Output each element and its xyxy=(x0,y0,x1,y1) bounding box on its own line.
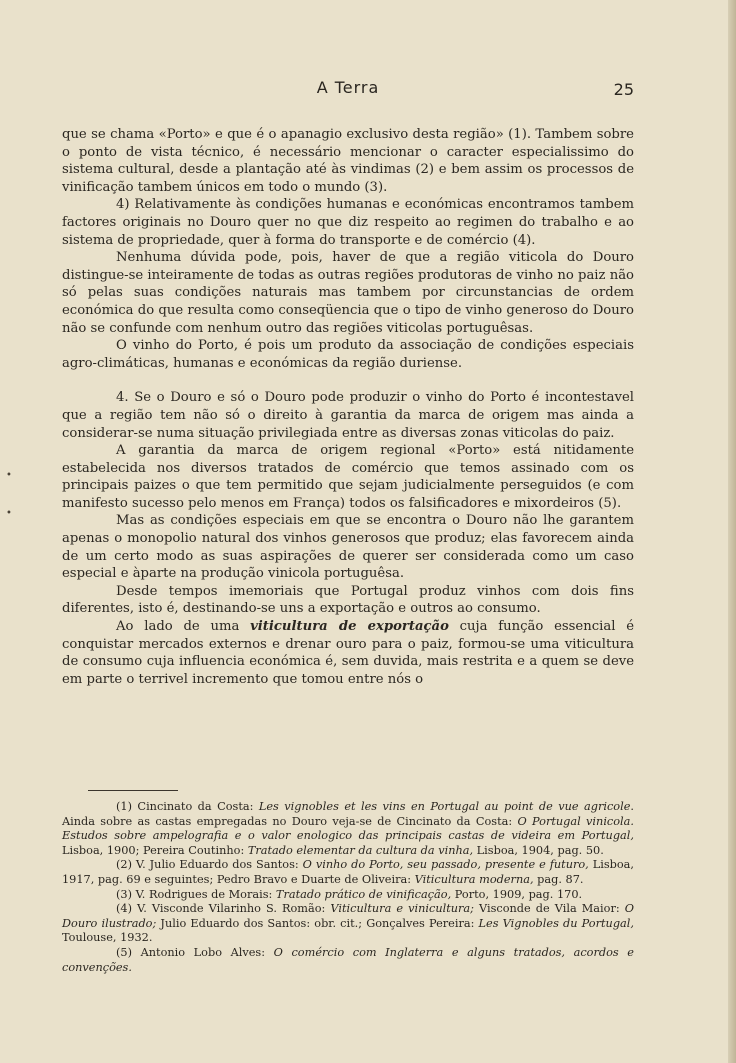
italic: O Douro ilustrado; xyxy=(62,902,634,930)
text: cuja função essencial é conquistar mercados externos e drenar ouro para o paiz, formou-se uma viticultura de consumo cuja influencia económica é, sem duvida, mais restrita e a quem se deve em parte o terrivel incremento que tomou entre nós o xyxy=(62,619,634,687)
body-text xyxy=(62,126,634,688)
text: (4) V. Visconde Vilarinho S. Romão: xyxy=(116,902,331,916)
text: Porto, 1909, pag. 170. xyxy=(451,887,583,901)
emphasis: viticultura de exportação xyxy=(250,619,449,635)
italic: O comércio com Inglaterra e alguns tratados, acordos e convenções. xyxy=(62,945,634,974)
paragraph: 4. Se o Douro e só o Douro pode produzir o vinho do Porto é incontestavel que a região tem não só o direito à garantia da marca de origem mas ainda a considerar-se numa situação privilegiada entre as diversas zonas viticolas do paiz. xyxy=(62,390,634,441)
text: (2) V. Julio Eduardo dos Santos: xyxy=(116,858,303,872)
footnote xyxy=(62,800,634,858)
text: Lisboa, 1917, pag. 69 e seguintes; Pedro Bravo e Duarte de Oliveira: xyxy=(62,858,634,886)
italic: Les vignobles et les vins en Portugal au point de vue agricole xyxy=(258,800,631,813)
paragraph xyxy=(62,618,634,688)
margin-mark: • xyxy=(6,508,12,519)
text: (5) Antonio Lobo Alves: xyxy=(116,945,274,959)
text: Toulouse, 1932. xyxy=(62,931,153,945)
text: (3) V. Rodrigues de Morais: xyxy=(116,887,276,901)
paragraph: O vinho do Porto, é pois um produto da associação de condições especiais agro-climáticas, humanas e económicas da região duriense. xyxy=(62,338,634,371)
footnotes xyxy=(62,800,634,975)
italic: Tratado prático de vinificação, xyxy=(275,887,452,901)
text: Julio Eduardo dos Santos: obr. cit.; Gonçalves Pereira: xyxy=(156,916,479,930)
paragraph: A garantia da marca de origem regional «Porto» está nitidamente estabelecida nos diversos tratados de comércio que temos assinado com os principais paizes o que tem permitido que sejam judicialmente perseguidos (e com manifesto sucesso pelo menos em França) todos os falsificadores e mixordeiros (5). xyxy=(62,443,634,511)
paragraph: 4) Relativamente às condições humanas e económicas encontramos tambem factores originais no Douro quer no que diz respeito ao regimen do trabalho e ao sistema de propriedade, quer à forma do transporte e de comércio (4). xyxy=(62,197,634,248)
italic: O Portugal vinicola. Estudos sobre ampelografia e o valor enologico das principais castas de videira em Portugal, xyxy=(62,814,634,843)
paragraph: que se chama «Porto» e que é o apanagio exclusivo desta região» (1). Tambem sobre o ponto de vista técnico, é necessário mencionar o caracter especialissimo do sistema cultural, desde a plantação até às vindimas (2) e bem assim os processos de vinificação tambem únicos em todo o mundo (3). xyxy=(62,127,634,195)
text: . Ainda sobre as castas empregadas no Douro veja-se de Cincinato da Costa: xyxy=(62,800,634,828)
footnote-rule xyxy=(88,790,178,791)
text: Lisboa, 1900; Pereira Coutinho: xyxy=(62,843,248,857)
page-edge xyxy=(728,0,736,1063)
text: (1) Cincinato da Costa: xyxy=(116,800,259,813)
footnote xyxy=(62,902,634,946)
text: Lisboa, 1904, pag. 50. xyxy=(473,843,604,857)
italic: Les Vignobles du Portugal, xyxy=(478,916,634,930)
italic: Viticultura moderna, xyxy=(414,872,534,886)
footnote xyxy=(62,946,634,975)
text: pag. 87. xyxy=(533,872,584,886)
footnote xyxy=(62,888,634,903)
margin-mark: • xyxy=(6,470,12,481)
italic: O vinho do Porto, seu passado, presente e futuro, xyxy=(302,858,589,872)
footnote xyxy=(62,858,634,887)
running-title: A Terra xyxy=(316,78,380,97)
text: Visconde de Vila Maior: xyxy=(473,902,625,916)
italic: Tratado elementar da cultura da vinha, xyxy=(247,843,474,857)
text: Ao lado de uma xyxy=(116,619,251,635)
italic: Viticultura e vinicultura; xyxy=(330,902,474,916)
paragraph: Mas as condições especiais em que se encontra o Douro não lhe garantem apenas o monopolio natural dos vinhos generosos que produz; elas favorecem ainda de um certo modo as suas aspirações de querer ser considerada como um caso especial e àparte na produção vinicola portuguêsa. xyxy=(62,513,634,582)
page-number: 25 xyxy=(613,80,634,99)
paragraph: Nenhuma dúvida pode, pois, haver de que a região viticola do Douro distingue-se inteiramente de todas as outras regiões produtoras de vinho no paiz não só pelas suas condições naturais mas tambem por circunstancias de ordem económica do que resulta como conseqüencia que o tipo de vinho generoso do Douro não se confunde com nenhum outro das regiões viticolas portuguêsas. xyxy=(62,250,634,336)
paragraph: Desde tempos imemoriais que Portugal produz vinhos com dois fins diferentes, isto é, destinando-se uns a exportação e outros ao consumo. xyxy=(62,583,634,617)
page-header xyxy=(62,78,634,102)
